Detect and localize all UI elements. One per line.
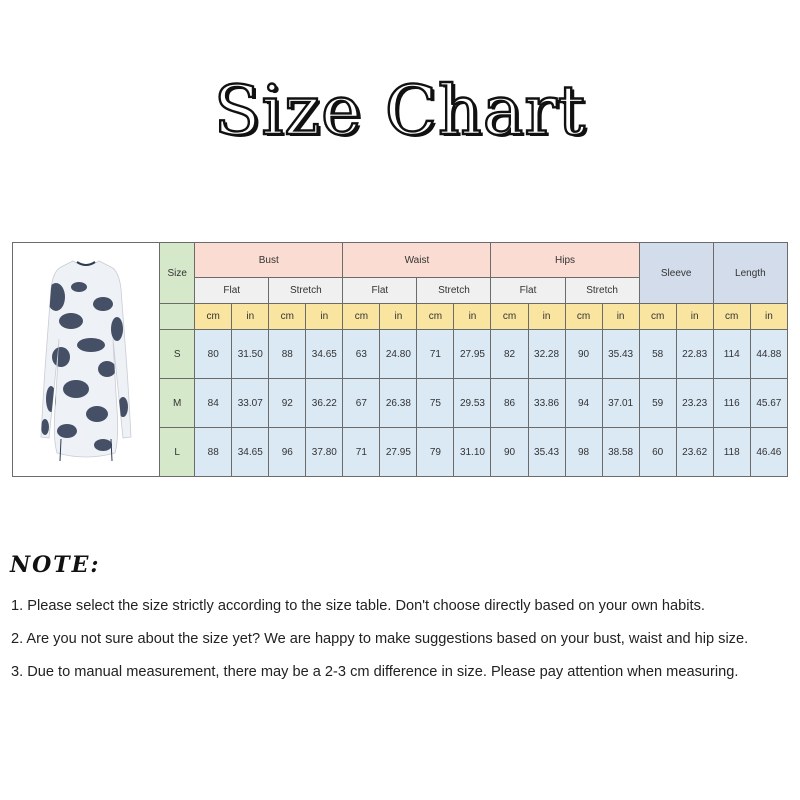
hips-stretch-header: Stretch	[565, 278, 639, 304]
note-title: NOTE:	[10, 552, 101, 578]
data-cell: 35.43	[528, 428, 565, 477]
unit-cell: cm	[639, 304, 676, 330]
data-cell: 98	[565, 428, 602, 477]
data-cell: 118	[713, 428, 750, 477]
data-cell: 31.10	[454, 428, 491, 477]
data-cell: 90	[565, 330, 602, 379]
data-cell: 31.50	[232, 330, 269, 379]
unit-cell: in	[306, 304, 343, 330]
data-cell: 38.58	[602, 428, 639, 477]
size-label: S	[160, 330, 195, 379]
unit-cell: in	[528, 304, 565, 330]
data-cell: 29.53	[454, 379, 491, 428]
unit-cell: cm	[195, 304, 232, 330]
unit-cell: in	[380, 304, 417, 330]
data-cell: 35.43	[602, 330, 639, 379]
unit-cell: in	[454, 304, 491, 330]
data-cell: 45.67	[750, 379, 787, 428]
data-cell: 96	[269, 428, 306, 477]
data-cell: 34.65	[306, 330, 343, 379]
bust-header: Bust	[195, 243, 343, 278]
size-column-header: Size	[160, 243, 195, 304]
data-cell: 88	[269, 330, 306, 379]
data-cell: 46.46	[750, 428, 787, 477]
size-label: M	[160, 379, 195, 428]
data-cell: 23.23	[676, 379, 713, 428]
note-line-1: 1. Please select the size strictly according to the size table. Don't choose directly based on your own habits.	[11, 598, 705, 614]
data-cell: 27.95	[454, 330, 491, 379]
data-cell: 58	[639, 330, 676, 379]
data-cell: 67	[343, 379, 380, 428]
data-cell: 88	[195, 428, 232, 477]
note-line-3: 3. Due to manual measurement, there may be a 2-3 cm difference in size. Please pay attention when measuring.	[11, 664, 739, 680]
length-header: Length	[713, 243, 787, 304]
data-cell: 60	[639, 428, 676, 477]
tie-dye-dress-photo	[31, 249, 141, 471]
data-cell: 26.38	[380, 379, 417, 428]
unit-cell: in	[750, 304, 787, 330]
unit-cell: cm	[713, 304, 750, 330]
data-cell: 114	[713, 330, 750, 379]
bust-stretch-header: Stretch	[269, 278, 343, 304]
size-label: L	[160, 428, 195, 477]
data-cell: 116	[713, 379, 750, 428]
data-cell: 32.28	[528, 330, 565, 379]
data-cell: 37.80	[306, 428, 343, 477]
data-cell: 59	[639, 379, 676, 428]
data-cell: 63	[343, 330, 380, 379]
data-cell: 34.65	[232, 428, 269, 477]
data-cell: 44.88	[750, 330, 787, 379]
unit-cell: cm	[417, 304, 454, 330]
data-cell: 84	[195, 379, 232, 428]
unit-cell: cm	[343, 304, 380, 330]
unit-cell: in	[676, 304, 713, 330]
data-cell: 33.86	[528, 379, 565, 428]
waist-flat-header: Flat	[343, 278, 417, 304]
unit-cell: in	[602, 304, 639, 330]
product-photo-cell	[13, 243, 160, 477]
size-table	[12, 242, 788, 477]
data-cell: 79	[417, 428, 454, 477]
waist-header: Waist	[343, 243, 491, 278]
data-cell: 75	[417, 379, 454, 428]
data-cell: 37.01	[602, 379, 639, 428]
data-cell: 92	[269, 379, 306, 428]
data-cell: 23.62	[676, 428, 713, 477]
data-cell: 36.22	[306, 379, 343, 428]
unit-cell: cm	[491, 304, 528, 330]
bust-flat-header: Flat	[195, 278, 269, 304]
data-cell: 80	[195, 330, 232, 379]
data-cell: 27.95	[380, 428, 417, 477]
data-cell: 24.80	[380, 330, 417, 379]
note-line-2: 2. Are you not sure about the size yet? We are happy to make suggestions based on your bust, waist and hip size.	[11, 631, 749, 647]
data-cell: 33.07	[232, 379, 269, 428]
unit-cell: cm	[269, 304, 306, 330]
unit-cell: cm	[565, 304, 602, 330]
sleeve-header: Sleeve	[639, 243, 713, 304]
waist-stretch-header: Stretch	[417, 278, 491, 304]
data-cell: 71	[417, 330, 454, 379]
size-unit-spacer	[160, 304, 195, 330]
page-title: Size Chart	[213, 72, 587, 151]
data-cell: 22.83	[676, 330, 713, 379]
hips-flat-header: Flat	[491, 278, 565, 304]
hips-header: Hips	[491, 243, 639, 278]
unit-cell: in	[232, 304, 269, 330]
data-cell: 94	[565, 379, 602, 428]
data-cell: 71	[343, 428, 380, 477]
data-cell: 82	[491, 330, 528, 379]
data-cell: 90	[491, 428, 528, 477]
data-cell: 86	[491, 379, 528, 428]
